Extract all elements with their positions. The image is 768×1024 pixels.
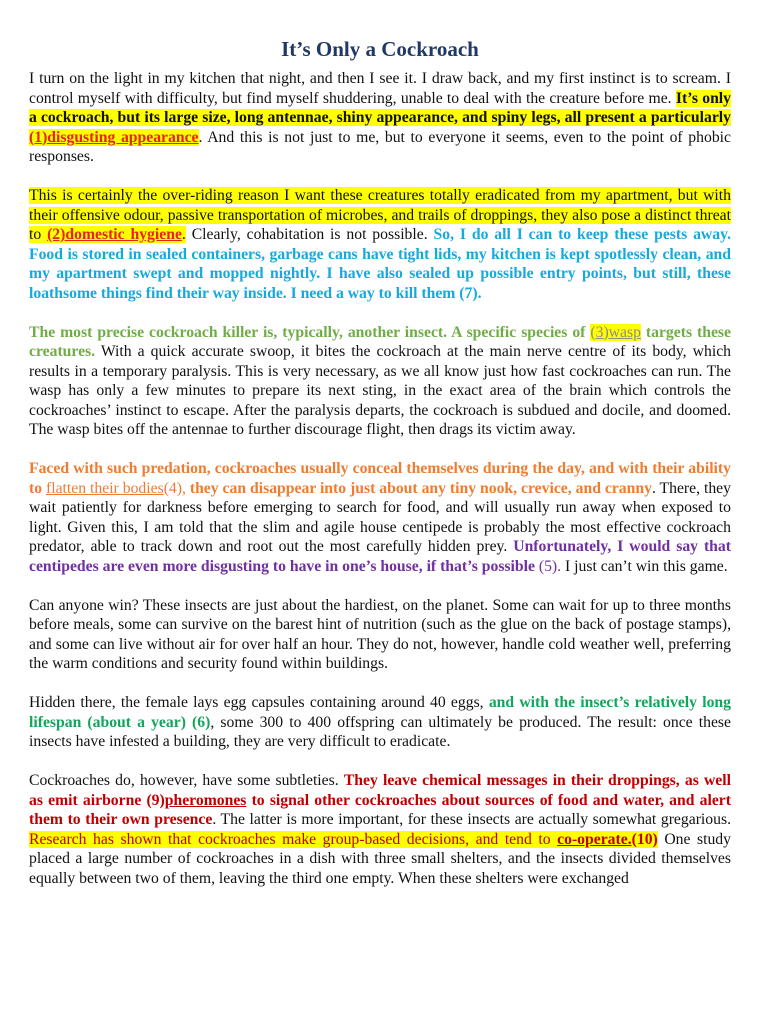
document bbox=[29, 34, 731, 908]
p7-red-text: They leave chemical messages in their droppings, as well as emit airborne (9) bbox=[29, 772, 731, 809]
p3-green-text: The most precise cockroach killer is, typically, another insect. A specific species of bbox=[29, 323, 591, 341]
p2-highlight: This is certainly the over-riding reason I want these creatures totally eradicated from my apartment, but with their offensive odour, passive transportation of microbes, and trails of droppings, they also pose a distinct threat to bbox=[29, 187, 731, 243]
p5-text: Can anyone win? These insects are just about the hardiest, on the planet. Some can wait for up to three months before meals, some can survive on the barest hint of nutrition (such as the glue on the back of postage stamps), and some can live without air for over half an hour. They do not, however, handle cold weather well, preferring the warm conditions and security found within buildings. bbox=[29, 596, 731, 672]
p4-period: . bbox=[651, 479, 656, 497]
paragraph-6 bbox=[29, 693, 731, 752]
p2-marker-2: (2)domestic hygiene bbox=[47, 226, 182, 243]
p4-text: There, they wait patiently for darkness before emerging to search for food, and will usually run away when exposed to light. Given this, I am told that the slim and agile house centipede is probably the most effective cockroach predator, able to track down and root out the most carefully hidden prey. bbox=[29, 479, 731, 555]
paragraph-1 bbox=[29, 69, 731, 167]
p4-marker-5: (5). bbox=[534, 557, 562, 575]
p6-green-text: and with the insect’s relatively long lifespan (about a year) (6) bbox=[29, 694, 731, 731]
p4-marker-4: (4), bbox=[163, 479, 186, 497]
p7-underlined-2: co-operate. bbox=[557, 830, 632, 848]
p4-purple-text: Unfortunately, I would say that centipedes are even more disgusting to have in one’s house, if that’s possible bbox=[29, 538, 731, 575]
p1-text-end: . And this is not just to me, but to everyone it seems, even to the point of phobic responses. bbox=[29, 128, 731, 165]
p1-highlight: It’s only a cockroach, but its large size, long antennae, shiny appearance, and spiny legs, all present a particularly bbox=[29, 89, 731, 126]
p2-highlight-period: . bbox=[181, 226, 186, 243]
paragraph-7 bbox=[29, 771, 731, 888]
p6-text-end: , some 300 to 400 offspring can ultimately be produced. The result: once these insects have infested a building, they are very difficult to eradicate. bbox=[29, 713, 731, 750]
p7-text: Cockroaches do, however, have some subtleties. bbox=[29, 772, 344, 789]
p1-marker-1: (1)disgusting appearance bbox=[29, 128, 199, 146]
p4-text-end: I just can’t win this game. bbox=[561, 557, 728, 575]
p4-underlined: flatten their bodies bbox=[46, 479, 164, 497]
p7-marker-10: (10) bbox=[631, 830, 658, 848]
p3-green-text-end: targets these creatures. bbox=[29, 323, 731, 360]
paragraph-2 bbox=[29, 186, 731, 303]
paragraph-4 bbox=[29, 459, 731, 576]
p3-text: With a quick accurate swoop, it bites the cockroach at the main nerve centre of its body, which results in a temporary paralysis. This is very necessary, as we all know just how fast cockroaches can run. The wasp has only a few minutes to prepare its next sting, in the exact area of the brain which controls the cockroaches’ instinct to escape. After the paralysis departs, the cockroach is subdued and docile, and doomed. The wasp bites off the antennae to further discourage flight, then drags its victim away. bbox=[29, 343, 731, 438]
p2-blue-text: So, I do all I can to keep these pests away. Food is stored in sealed containers, garbage cans have tight lids, my kitchen is kept spotlessly clean, and my apartment swept and mopped nightly. I have also sealed up possible entry points, but still, these loathsome things find their way inside. I need a way to kill them (7). bbox=[29, 226, 731, 302]
document-title: It’s Only a Cockroach bbox=[281, 37, 479, 61]
p7-text-2: . The latter is more important, for these insects are actually somewhat gregarious. bbox=[212, 811, 731, 828]
paragraph-3 bbox=[29, 323, 731, 440]
p6-text: Hidden there, the female lays egg capsules containing around 40 eggs, bbox=[29, 694, 489, 711]
p7-text-end: One study placed a large number of cockroaches in a dish with three small shelters, and the insects divided themselves equally between two of them, leaving the third one empty. When these shelters were exchanged bbox=[29, 830, 731, 887]
p1-text: I turn on the light in my kitchen that night, and then I see it. I draw back, and my first instinct is to scream. I control myself with difficulty, but find myself shuddering, unable to deal with the creature before me. bbox=[29, 70, 731, 107]
p7-underlined: pheromones bbox=[164, 791, 247, 809]
p2-text: Clearly, cohabitation is not possible. bbox=[185, 226, 434, 243]
paragraph-5 bbox=[29, 596, 731, 674]
p3-marker-3: (3)wasp bbox=[590, 323, 641, 341]
p4-orange-text-2: they can disappear into just about any tiny nook, crevice, and cranny bbox=[185, 479, 652, 497]
p7-highlight: Research has shown that cockroaches make group-based decisions, and tend to bbox=[29, 830, 558, 848]
p7-red-text-2: to signal other cockroaches about sources of food and water, and alert them to their own presence bbox=[29, 791, 731, 828]
p4-orange-text: Faced with such predation, cockroaches usually conceal themselves during the day, and with their ability to bbox=[29, 460, 731, 497]
